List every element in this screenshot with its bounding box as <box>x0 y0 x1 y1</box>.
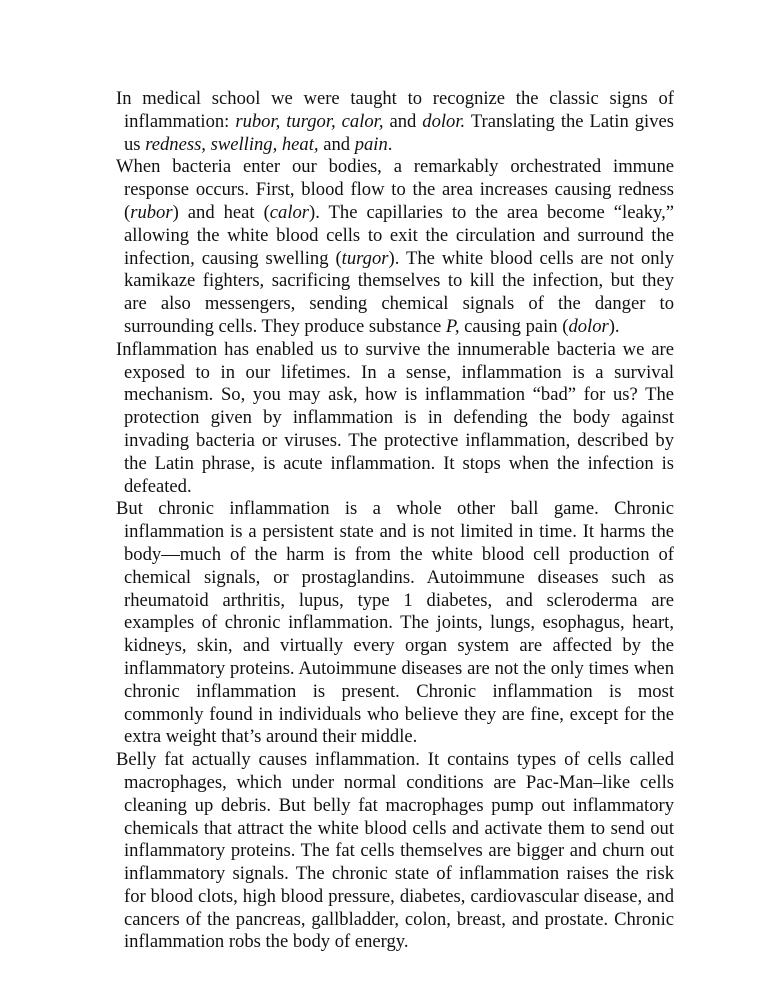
document-page <box>116 88 675 954</box>
italic-text: rubor <box>130 201 173 223</box>
text-run: When bacteria enter our bodies, a remarkably orchestrated immune response occurs. First, blood flow to the area increases causing redness ( <box>116 156 674 223</box>
text-run: ). <box>608 315 620 337</box>
text-run: ). The capillaries to the area become “leaky,” allowing the white blood cells to exit the circulation and surround the infection, causing swelling ( <box>124 201 674 269</box>
italic-text: pain <box>354 133 388 155</box>
text-run: Inflammation has enabled us to survive the innumerable bacteria we are exposed to in our lifetimes. In a sense, inflammation is a survival mechanism. So, you may ask, how is inflammation “bad” for us? The protection given by inflammation is in defending the body against invading bacteria or viruses. The protective inflammation, described by the Latin phrase, is acute inflammation. It stops when the infection is defeated. <box>116 338 674 497</box>
paragraph <box>116 338 674 499</box>
paragraph <box>116 156 675 338</box>
text-run: ). The white blood cells are not only kamikaze fighters, sacrificing themselves to kill the infection, but they are also messengers, sending chemical signals of the danger to surrounding cells. They produce substance <box>124 247 675 337</box>
italic-text: turgor <box>341 247 389 269</box>
text-run: Belly fat actually causes inflammation. It contains types of cells called macrophages, which under normal conditions are Pac-Man–like cells cleaning up debris. But belly fat macrophages pump out inflammatory chemicals that attract the white blood cells and activate them to send out inflammatory proteins. The fat cells themselves are bigger and churn out inflammatory signals. The chronic state of inflammation raises the risk for blood clots, high blood pressure, diabetes, cardiovascular disease, and cancers of the pancreas, gallbladder, colon, breast, and prostate. Chronic inflammation robs the body of energy. <box>116 749 674 953</box>
text-run: and <box>318 133 355 155</box>
paragraph <box>116 88 674 156</box>
paragraph <box>116 498 674 749</box>
text-run: But chronic inflammation is a whole other ball game. Chronic inflammation is a persistent state and is not limited in time. It harms the body—much of the harm is from the white blood cell production of chemical signals, or prostaglandins. Autoimmune diseases such as rheumatoid arthritis, lupus, type 1 diabetes, and scleroderma are examples of chronic inflammation. The joints, lungs, esophagus, heart, kidneys, skin, and virtually every organ system are affected by the inflammatory proteins. Autoimmune diseases are not the only times when chronic inflammation is present. Chronic inflammation is most commonly found in individuals who believe they are fine, except for the extra weight that’s around their middle. <box>116 498 674 748</box>
italic-text: calor <box>269 201 310 223</box>
italic-text: redness, swelling, heat, <box>145 133 319 155</box>
text-run: causing pain ( <box>459 315 569 337</box>
text-run: In medical school we were taught to recognize the classic signs of inflammation: <box>116 88 674 132</box>
text-run: . <box>387 133 393 155</box>
text-run: ) and heat ( <box>172 201 270 223</box>
italic-text: dolor. <box>422 110 466 132</box>
italic-text: P, <box>445 315 460 337</box>
text-run: and <box>383 110 423 132</box>
text-run: Translating the Latin gives us <box>124 110 674 155</box>
paragraph <box>116 749 674 954</box>
italic-text: dolor <box>568 315 609 337</box>
italic-text: rubor, turgor, calor, <box>235 110 384 132</box>
